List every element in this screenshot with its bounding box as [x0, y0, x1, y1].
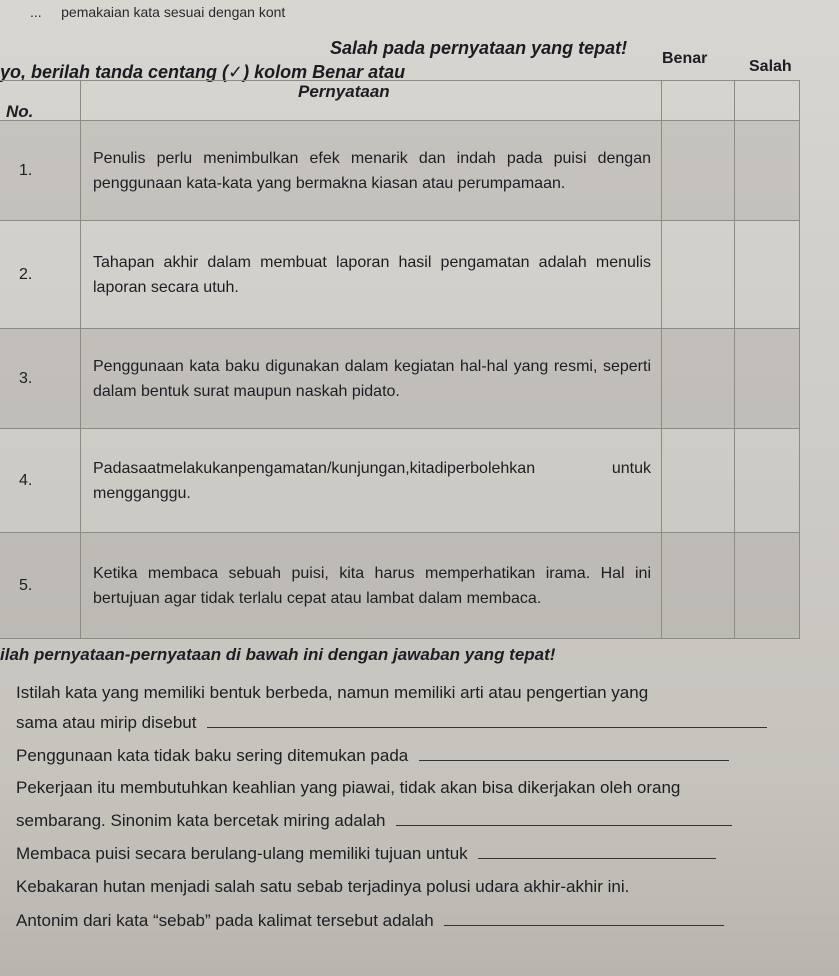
header-salah-cell	[735, 81, 800, 121]
salah-checkbox[interactable]	[735, 533, 800, 639]
table-row	[0, 533, 800, 639]
question-line	[16, 877, 629, 897]
question-text: sembarang. Sinonim kata bercetak miring adalah	[16, 811, 386, 830]
header-salah: Salah	[749, 58, 792, 75]
question-line	[16, 713, 767, 733]
benar-checkbox[interactable]	[662, 221, 735, 329]
header-benar-cell	[662, 81, 735, 121]
table-row	[0, 429, 800, 533]
statement-table	[0, 80, 800, 639]
question-text: Antonim dari kata “sebab” pada kalimat tersebut adalah	[16, 911, 434, 930]
row-number: 2.	[0, 221, 81, 329]
answer-blank[interactable]	[419, 746, 729, 761]
instruction-line-2: yo, berilah tanda centang (✓) kolom Benar atau	[0, 62, 406, 82]
row-statement: Padasaatmelakukanpengamatan/kunjungan,kitadiperbolehkan untuk mengganggu.	[81, 429, 662, 533]
salah-checkbox[interactable]	[735, 121, 800, 221]
question-line	[16, 683, 648, 703]
section-title: ilah pernyataan-pernyataan di bawah ini dengan jawaban yang tepat!	[0, 645, 556, 664]
benar-checkbox[interactable]	[662, 329, 735, 429]
table-row	[0, 221, 800, 329]
question-line	[16, 911, 724, 931]
top-ellipsis: ...	[30, 4, 42, 20]
question-line	[16, 811, 732, 831]
question-text: Penggunaan kata tidak baku sering ditemukan pada	[16, 746, 409, 765]
salah-checkbox[interactable]	[735, 429, 800, 533]
answer-blank[interactable]	[444, 911, 724, 926]
salah-checkbox[interactable]	[735, 221, 800, 329]
row-statement: Penulis perlu menimbulkan efek menarik dan indah pada puisi dengan penggunaan kata-kata yang bermakna kiasan atau perumpamaan.	[81, 121, 662, 221]
row-statement: Tahapan akhir dalam membuat laporan hasil pengamatan adalah menulis laporan secara utuh.	[81, 221, 662, 329]
row-number: 4.	[0, 429, 81, 533]
salah-checkbox[interactable]	[735, 329, 800, 429]
question-line	[16, 844, 716, 864]
header-statement-cell	[81, 81, 662, 121]
benar-checkbox[interactable]	[662, 429, 735, 533]
answer-blank[interactable]	[396, 811, 732, 826]
top-text	[30, 4, 285, 20]
question-line	[16, 746, 729, 766]
header-no: No.	[6, 102, 34, 121]
row-number: 3.	[0, 329, 81, 429]
header-no-cell	[0, 81, 81, 121]
table-row	[0, 329, 800, 429]
question-text: Membaca puisi secara berulang-ulang memiliki tujuan untuk	[16, 844, 468, 863]
instruction-line-1: Salah pada pernyataan yang tepat!	[330, 38, 628, 58]
question-line	[16, 778, 680, 798]
top-context-text: pemakaian kata sesuai dengan kont	[61, 4, 286, 20]
question-text: Kebakaran hutan menjadi salah satu sebab terjadinya polusi udara akhir-akhir ini.	[16, 877, 630, 896]
table-row	[0, 121, 800, 221]
table-header-row	[0, 81, 800, 121]
benar-checkbox[interactable]	[662, 121, 735, 221]
header-pernyataan: Pernyataan	[298, 82, 390, 101]
question-text: sama atau mirip disebut	[16, 713, 197, 732]
answer-blank[interactable]	[207, 713, 767, 728]
header-benar: Benar	[662, 50, 708, 67]
row-statement: Ketika membaca sebuah puisi, kita harus memperhatikan irama. Hal ini bertujuan agar tidak terlalu cepat atau lambat dalam membaca.	[81, 533, 662, 639]
row-statement: Penggunaan kata baku digunakan dalam kegiatan hal-hal yang resmi, seperti dalam bentuk surat maupun naskah pidato.	[81, 329, 662, 429]
row-number: 1.	[0, 121, 81, 221]
row-number: 5.	[0, 533, 81, 639]
answer-blank[interactable]	[478, 844, 716, 859]
question-text: Istilah kata yang memiliki bentuk berbeda, namun memiliki arti atau pengertian yang	[16, 683, 649, 702]
benar-checkbox[interactable]	[662, 533, 735, 639]
question-text: Pekerjaan itu membutuhkan keahlian yang piawai, tidak akan bisa dikerjakan oleh orang	[16, 778, 681, 797]
